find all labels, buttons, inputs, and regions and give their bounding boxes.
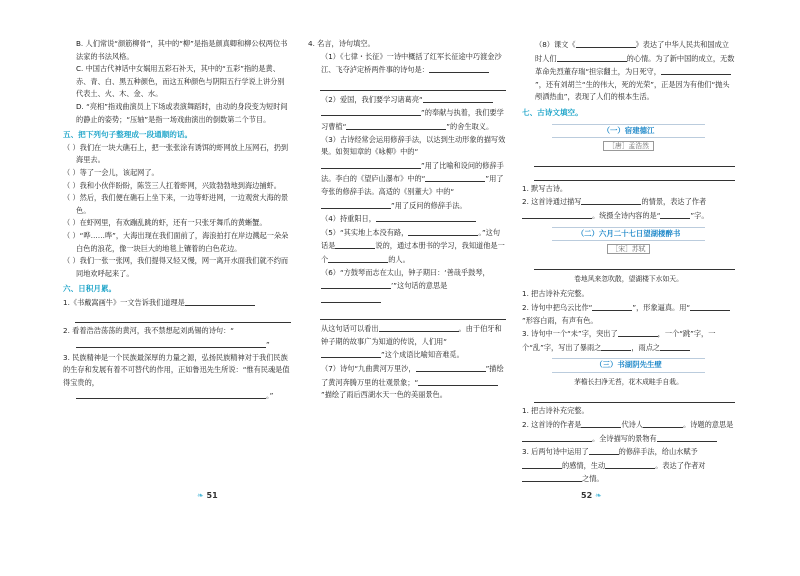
answer-blank[interactable] <box>576 38 636 48</box>
poem-3-title: （三）书湖阴先生壁 <box>552 358 705 373</box>
answer-blank[interactable] <box>416 362 486 372</box>
poem-2-q1: 1. 把古诗补充完整。 <box>522 289 589 299</box>
answer-blank[interactable] <box>418 376 498 386</box>
leaf-icon: ❧ <box>197 491 204 500</box>
answer-blank[interactable] <box>321 293 381 303</box>
answer-blank[interactable] <box>376 212 476 222</box>
answer-blank[interactable] <box>408 226 478 236</box>
poem-2-title: （二）六月二十七日望湖楼醉书 <box>552 227 705 242</box>
section-5-title: 五、把下列句子整理成一段通顺的话。 <box>63 130 193 140</box>
item-8: （8）课文《 》表达了中华人民共和国成立时人们 的心情。为了新中国的成立，无数革命先烈董存瑞“担宗翻土，为日死守，”，还有刘胡兰“生的伟大，死的光荣”，正是因为有他们“抛头颅洒热血”，表现了人们的根本生活。 <box>535 40 735 102</box>
item-7: （7）诗句“九曲黄河万里沙， ”描绘了黄河奔腾万里的壮观景象；“”描绘了雨后西湖水天一色的美丽景色。 <box>321 364 504 400</box>
answer-line[interactable] <box>534 391 735 403</box>
answer-blank[interactable] <box>76 338 266 348</box>
answer-blank[interactable] <box>522 432 592 442</box>
answer-blank[interactable] <box>690 301 730 311</box>
answer-blank[interactable] <box>661 65 731 75</box>
option-d: D. “亮相”指戏曲演员上下场或表演舞蹈时，由动的身段变为短时间的静止的姿势；“压轴”是指一场戏曲演出的倒数第二个节目。 <box>76 101 288 124</box>
answer-line[interactable] <box>534 258 735 270</box>
answer-blank[interactable] <box>321 348 381 358</box>
item-5: （5）“其实地上本没有路， 。”这句话是 说的，通过本册书的学习，我知道他是一个 的人。 <box>321 227 505 264</box>
answer-blank[interactable] <box>346 120 446 130</box>
answer-blank[interactable] <box>657 432 717 442</box>
answer-blank[interactable] <box>618 327 658 337</box>
middle-column: 4. 名言，诗句填空。 （1）《七律・长征》一诗中概括了红军长征途中巧渡金沙江、飞夺泸定桥两件事的诗句是： （2）爱国，我们要学习诸葛亮“”的奉献与执着，我们要学习曹植“ ”的舍生取义。 （3）古诗经常会运用修辞手法，以达到生动形象的描写效果。如贺知章的《咏柳》中的“”用了比喻和设问的修辞手法。李白的《望庐山瀑布》中的“ ”用了夸张的修辞手法。高适的《别董大》中的“”用了反问的修辞手法。 （4）持重阳日， （5）“其实地上本没有路， 。”这句话是 说的，通过本册书的学习，我知道他是一个 的人。 （6）“方鼓琴而志在太山，钟子期曰：‘善哉乎鼓琴，’”这句话的意思是 从这句话可以看出 。由于伯牙和钟子期的故事广为知道的传说，人们用“”这个成语比喻知音难觅。 （7）诗句“九曲黄河万里沙， ”描绘了黄河奔腾万里的壮观景象；“”描绘了雨后西湖水天一色的美丽景色。 <box>308 38 506 402</box>
answer-blank[interactable] <box>76 389 266 399</box>
question-1: 1.《书戴嵩画牛》一文告诉我们道理是 <box>63 296 291 310</box>
order-item: （ ）然后，我们便在礁石上坐下来，一边等虾进网，一边观赏大海的景色。 <box>63 193 289 215</box>
answer-blank[interactable] <box>425 172 485 182</box>
option-b: B. 人们常说“颜筋柳骨”，其中的“柳”是指是颜真卿和柳公权两位书法家的书法风格。 <box>76 39 288 61</box>
item-3: （3）古诗经常会运用修辞手法，以达到生动形象的描写效果。如贺知章的《咏柳》中的“”用了比喻和设问的修辞手法。李白的《望庐山瀑布》中的“ ”用了夸张的修辞手法。高适的《别董大》中的“”用了反问的修辞手法。 <box>321 134 506 210</box>
answer-blank[interactable] <box>321 279 391 289</box>
order-item: （ ）“哗……哗”，大海出现在我们面前了，海浪拍打在岸边溅起一朵朵白色的浪花，像一块巨大的地毯上镶着的白色花边。 <box>63 230 289 253</box>
poem-3-line: 茅檐长扫净无苔，花木成畦手自栽。 <box>574 377 683 386</box>
order-item: （ ）等了一会儿，该起网了。 <box>63 167 159 177</box>
poem-3-q3: 3. 后两句诗中运用了 的修辞手法，给山水赋予的感情，生动 。表达了作者对之情。 <box>522 447 706 484</box>
leaf-icon: ❧ <box>594 491 602 500</box>
question-3: 3. 民族精神是一个民族最深厚的力量之源，弘扬民族精神对于我们民族的生存和发展有着不可替代的作用，正如鲁迅先生所说：“惟有民魂是值得宝贵的， <box>63 352 290 387</box>
poem-3-q2: 2. 这首诗的作者是 代诗人 。诗题的意思是。全诗描写的景物有 <box>522 420 734 443</box>
question-2: 2. 看着浩浩荡荡的黄河，我不禁想起刘禹锡的诗句：“ <box>63 326 234 336</box>
answer-blank[interactable] <box>601 341 631 351</box>
answer-blank[interactable] <box>429 63 489 73</box>
answer-blank[interactable] <box>592 301 632 311</box>
answer-blank[interactable] <box>589 445 619 455</box>
answer-line[interactable] <box>320 308 506 320</box>
answer-blank[interactable] <box>581 195 641 205</box>
page-number-left: ❧ 51 <box>197 491 218 500</box>
answer-blank[interactable] <box>660 341 690 351</box>
answer-blank[interactable] <box>643 418 683 428</box>
answer-blank[interactable] <box>379 322 459 332</box>
answer-blank[interactable] <box>321 159 421 169</box>
item-6: （6）“方鼓琴而志在太山，钟子期曰：‘善哉乎鼓琴，’”这句话的意思是 <box>308 267 506 307</box>
answer-blank[interactable] <box>557 52 627 62</box>
answer-line[interactable] <box>320 79 506 91</box>
order-item: （ ）我们一张一张网，我们提得又轻又慢，网一离开水面我们就不约而同地欢呼起来了。 <box>63 256 289 278</box>
answer-blank[interactable] <box>522 472 582 482</box>
option-c: C. 中国古代神话中女娲用五彩石补天，其中的“五彩”指的是黄、赤、青、白、黑五种颜色，而这五种颜色与阴阳五行学说上讲分别代表土、火、木、金、水。 <box>76 64 285 99</box>
answer-blank[interactable] <box>522 459 562 469</box>
poem-1-title: （一）宿建德江 <box>552 124 705 139</box>
page-number-right: 52 ❧ <box>581 491 602 500</box>
order-item: （ ）我和小伙伴盼盼，陈笠三人扛着虾网，兴致勃勃地到海边捕虾。 <box>63 180 281 190</box>
poem-2-q2: 2. 诗句中把乌云比作“ ”，形象逼真。用“”形容白雨，有声有色。 <box>522 301 735 327</box>
section-6-title: 六、日积月累。 <box>63 284 117 294</box>
item-2: （2）爱国，我们要学习诸葛亮“”的奉献与执着，我们要学习曹植“ ”的舍生取义。 <box>321 94 504 131</box>
answer-line[interactable] <box>75 311 291 323</box>
answer-line[interactable] <box>534 169 735 181</box>
poem-1-q1: 1. 默写古诗。 <box>522 183 568 193</box>
poem-2-q3: 3. 诗句中一个“未”字，突出了 ，一个“跳”字，一个“乱”字，写出了暴雨之 ，雨点之 <box>522 329 716 352</box>
answer-blank[interactable] <box>185 296 255 306</box>
answer-blank[interactable] <box>335 239 375 249</box>
poem-3-q1: 1. 把古诗补充完整。 <box>522 406 589 416</box>
answer-blank[interactable] <box>581 418 621 428</box>
answer-blank[interactable] <box>321 199 391 209</box>
answer-blank[interactable] <box>605 459 655 469</box>
item-4: （4）持重阳日， <box>308 212 506 226</box>
question-4: 4. 名言，诗句填空。 <box>308 39 375 48</box>
poem-1-q2: 2. 这首诗通过描写 的情景，表达了作者。统摄全诗内容的是“ ”字。 <box>522 197 709 220</box>
answer-line[interactable] <box>534 155 735 167</box>
left-column: B. 人们常说“颜筋柳骨”，其中的“柳”是指是颜真卿和柳公权两位书法家的书法风格。 C. 中国古代神话中女娲用五彩石补天，其中的“五彩”指的是黄、赤、青、白、黑五种颜色，而这五种颜色与阴阳五行学说上讲分别代表土、火、木、金、水。 D. “亮相”指戏曲演员上下场或表演舞蹈时，由动的身段变为短时间的静止的姿势；“压轴”是指一场戏曲演出的倒数第二个节目。 五、把下列句子整理成一段通顺的话。 （ ）我们在一块大礁石上，把一张张涂有诱饵的虾网放上压网石，扔到海里去。 （ ）等了一会儿，该起网了。 （ ）我和小伙伴盼盼，陈笠三人扛着虾网，兴致勃勃地到海边捕虾。 （ ）然后，我们便在礁石上坐下来，一边等虾进网，一边观赏大海的景色。 （ ）在虾网里，有欢蹦乱跳的虾，还有一只张牙舞爪的黄蜥蟹。 （ ）“哗……哗”，大海出现在我们面前了，海浪拍打在岸边溅起一朵朵白色的浪花，像一块巨大的地毯上镶着的白色花边。 （ ）我们一张一张网，我们提得又轻又慢，网一离开水面我们就不约而同地欢呼起来了。 六、日积月累。 1.《书戴嵩画牛》一文告诉我们道理是 2. 看着浩浩荡荡的黄河，我不禁想起刘禹锡的诗句：“ ” 3. 民族精神是一个民族最深厚的力量之源，弘扬民族精神对于我们民族的生存和发展有着不可替代的作用，正如鲁迅先生所说：“惟有民魂是值得宝贵的， 。” <box>63 39 290 401</box>
poem-2-author: ［宋］苏轼 <box>607 244 651 254</box>
answer-blank[interactable] <box>328 253 388 263</box>
poem-1-author: ［唐］孟浩然 <box>603 141 654 151</box>
item-1: （1）《七律・长征》一诗中概括了红军长征途中巧渡金沙江、飞夺泸定桥两件事的诗句是： <box>321 51 502 75</box>
answer-blank[interactable] <box>423 93 493 103</box>
right-column <box>522 38 735 486</box>
section-7-title: 七、古诗文填空。 <box>522 107 583 117</box>
answer-blank[interactable] <box>321 106 421 116</box>
answer-blank[interactable] <box>660 209 690 219</box>
poem-2-line: 卷地风来忽吹散，望湖楼下水如天。 <box>574 274 683 283</box>
order-item: （ ）在虾网里，有欢蹦乱跳的虾，还有一只张牙舞爪的黄蜥蟹。 <box>63 218 267 228</box>
order-item: （ ）我们在一块大礁石上，把一张张涂有诱饵的虾网放上压网石，扔到海里去。 <box>63 142 289 165</box>
answer-blank[interactable] <box>522 209 592 219</box>
